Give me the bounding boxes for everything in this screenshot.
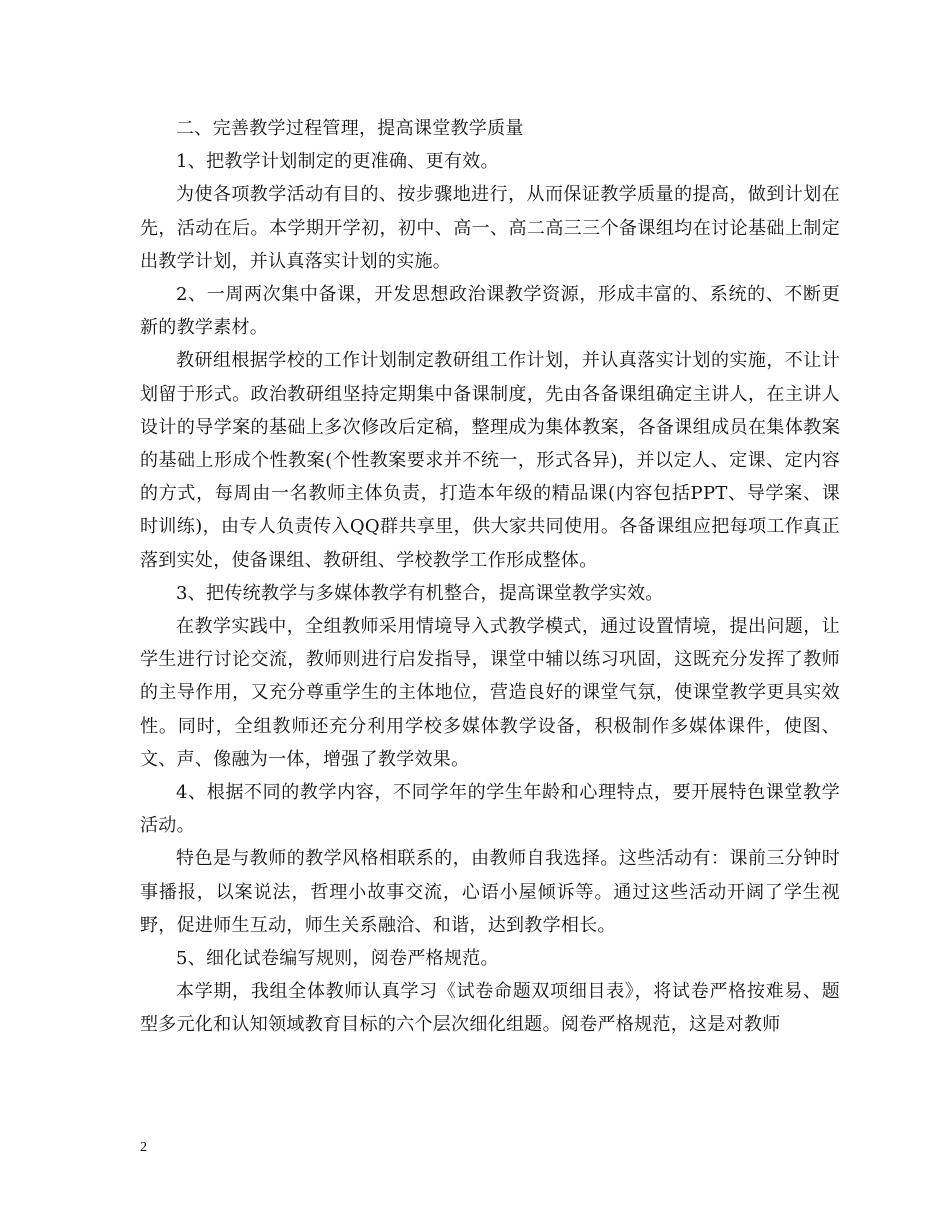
document-body <box>140 112 840 1042</box>
subheading-4: 4、根据不同的教学内容，不同学年的学生年龄和心理特点，要开展特色课堂教学活动。 <box>140 782 840 837</box>
paragraph: 在教学实践中，全组教师采用情境导入式教学模式，通过设置情境，提出问题，让学生进行讨论交流，教师则进行启发指导，课堂中辅以练习巩固，这既充分发挥了教师的主导作用，又充分尊重学生的主体地位，营造良好的课堂气氛，使课堂教学更具实效性。同时，全组教师还充分利用学校多媒体教学设备，积极制作多媒体课件，使图、文、声、像融为一体，增强了教学效果。 <box>140 616 840 770</box>
subheading-3: 3、把传统教学与多媒体教学有机整合，提高课堂教学实效。 <box>176 582 664 604</box>
subheading-2: 2、一周两次集中备课，开发思想政治课教学资源，形成丰富的、系统的、不断更新的教学素材。 <box>140 284 840 339</box>
paragraph: 教研组根据学校的工作计划制定教研组工作计划，并认真落实计划的实施，不让计划留于形式。政治教研组坚持定期集中备课制度，先由各备课组确定主讲人，在主讲人设计的导学案的基础上多次修改后定稿，整理成为集体教案，各备课组成员在集体教案的基础上形成个性教案(个性教案要求并不统一，形式各异)，并以定人、定课、定内容的方式，每周由一名教师主体负责，打造本年级的精品课(内容包括PPT、导学案、课时训练)，由专人负责传入QQ群共享里，供大家共同使用。各备课组应把每项工作真正落到实处，使备课组、教研组、学校教学工作形成整体。 <box>140 350 840 571</box>
section-heading: 二、完善教学过程管理，提高课堂教学质量 <box>176 118 524 139</box>
subheading-5: 5、细化试卷编写规则，阅卷严格规范。 <box>176 948 499 970</box>
paragraph: 本学期，我组全体教师认真学习《试卷命题双项细目表》，将试卷严格按难易、题型多元化和认知领域教育目标的六个层次细化组题。阅卷严格规范，这是对教师 <box>140 981 840 1036</box>
paragraph: 特色是与教师的教学风格相联系的，由教师自我选择。这些活动有：课前三分钟时事播报，以案说法，哲理小故事交流，心语小屋倾诉等。通过这些活动开阔了学生视野，促进师生互动，师生关系融洽、和谐，达到教学相长。 <box>140 848 840 936</box>
paragraph: 为使各项教学活动有目的、按步骤地进行，从而保证教学质量的提高，做到计划在先，活动在后。本学期开学初，初中、高一、高二高三三个备课组均在讨论基础上制定出教学计划，并认真落实计划的实施。 <box>140 184 840 272</box>
subheading-1: 1、把教学计划制定的更准确、更有效。 <box>176 151 499 173</box>
page-number: 2 <box>140 1140 147 1155</box>
